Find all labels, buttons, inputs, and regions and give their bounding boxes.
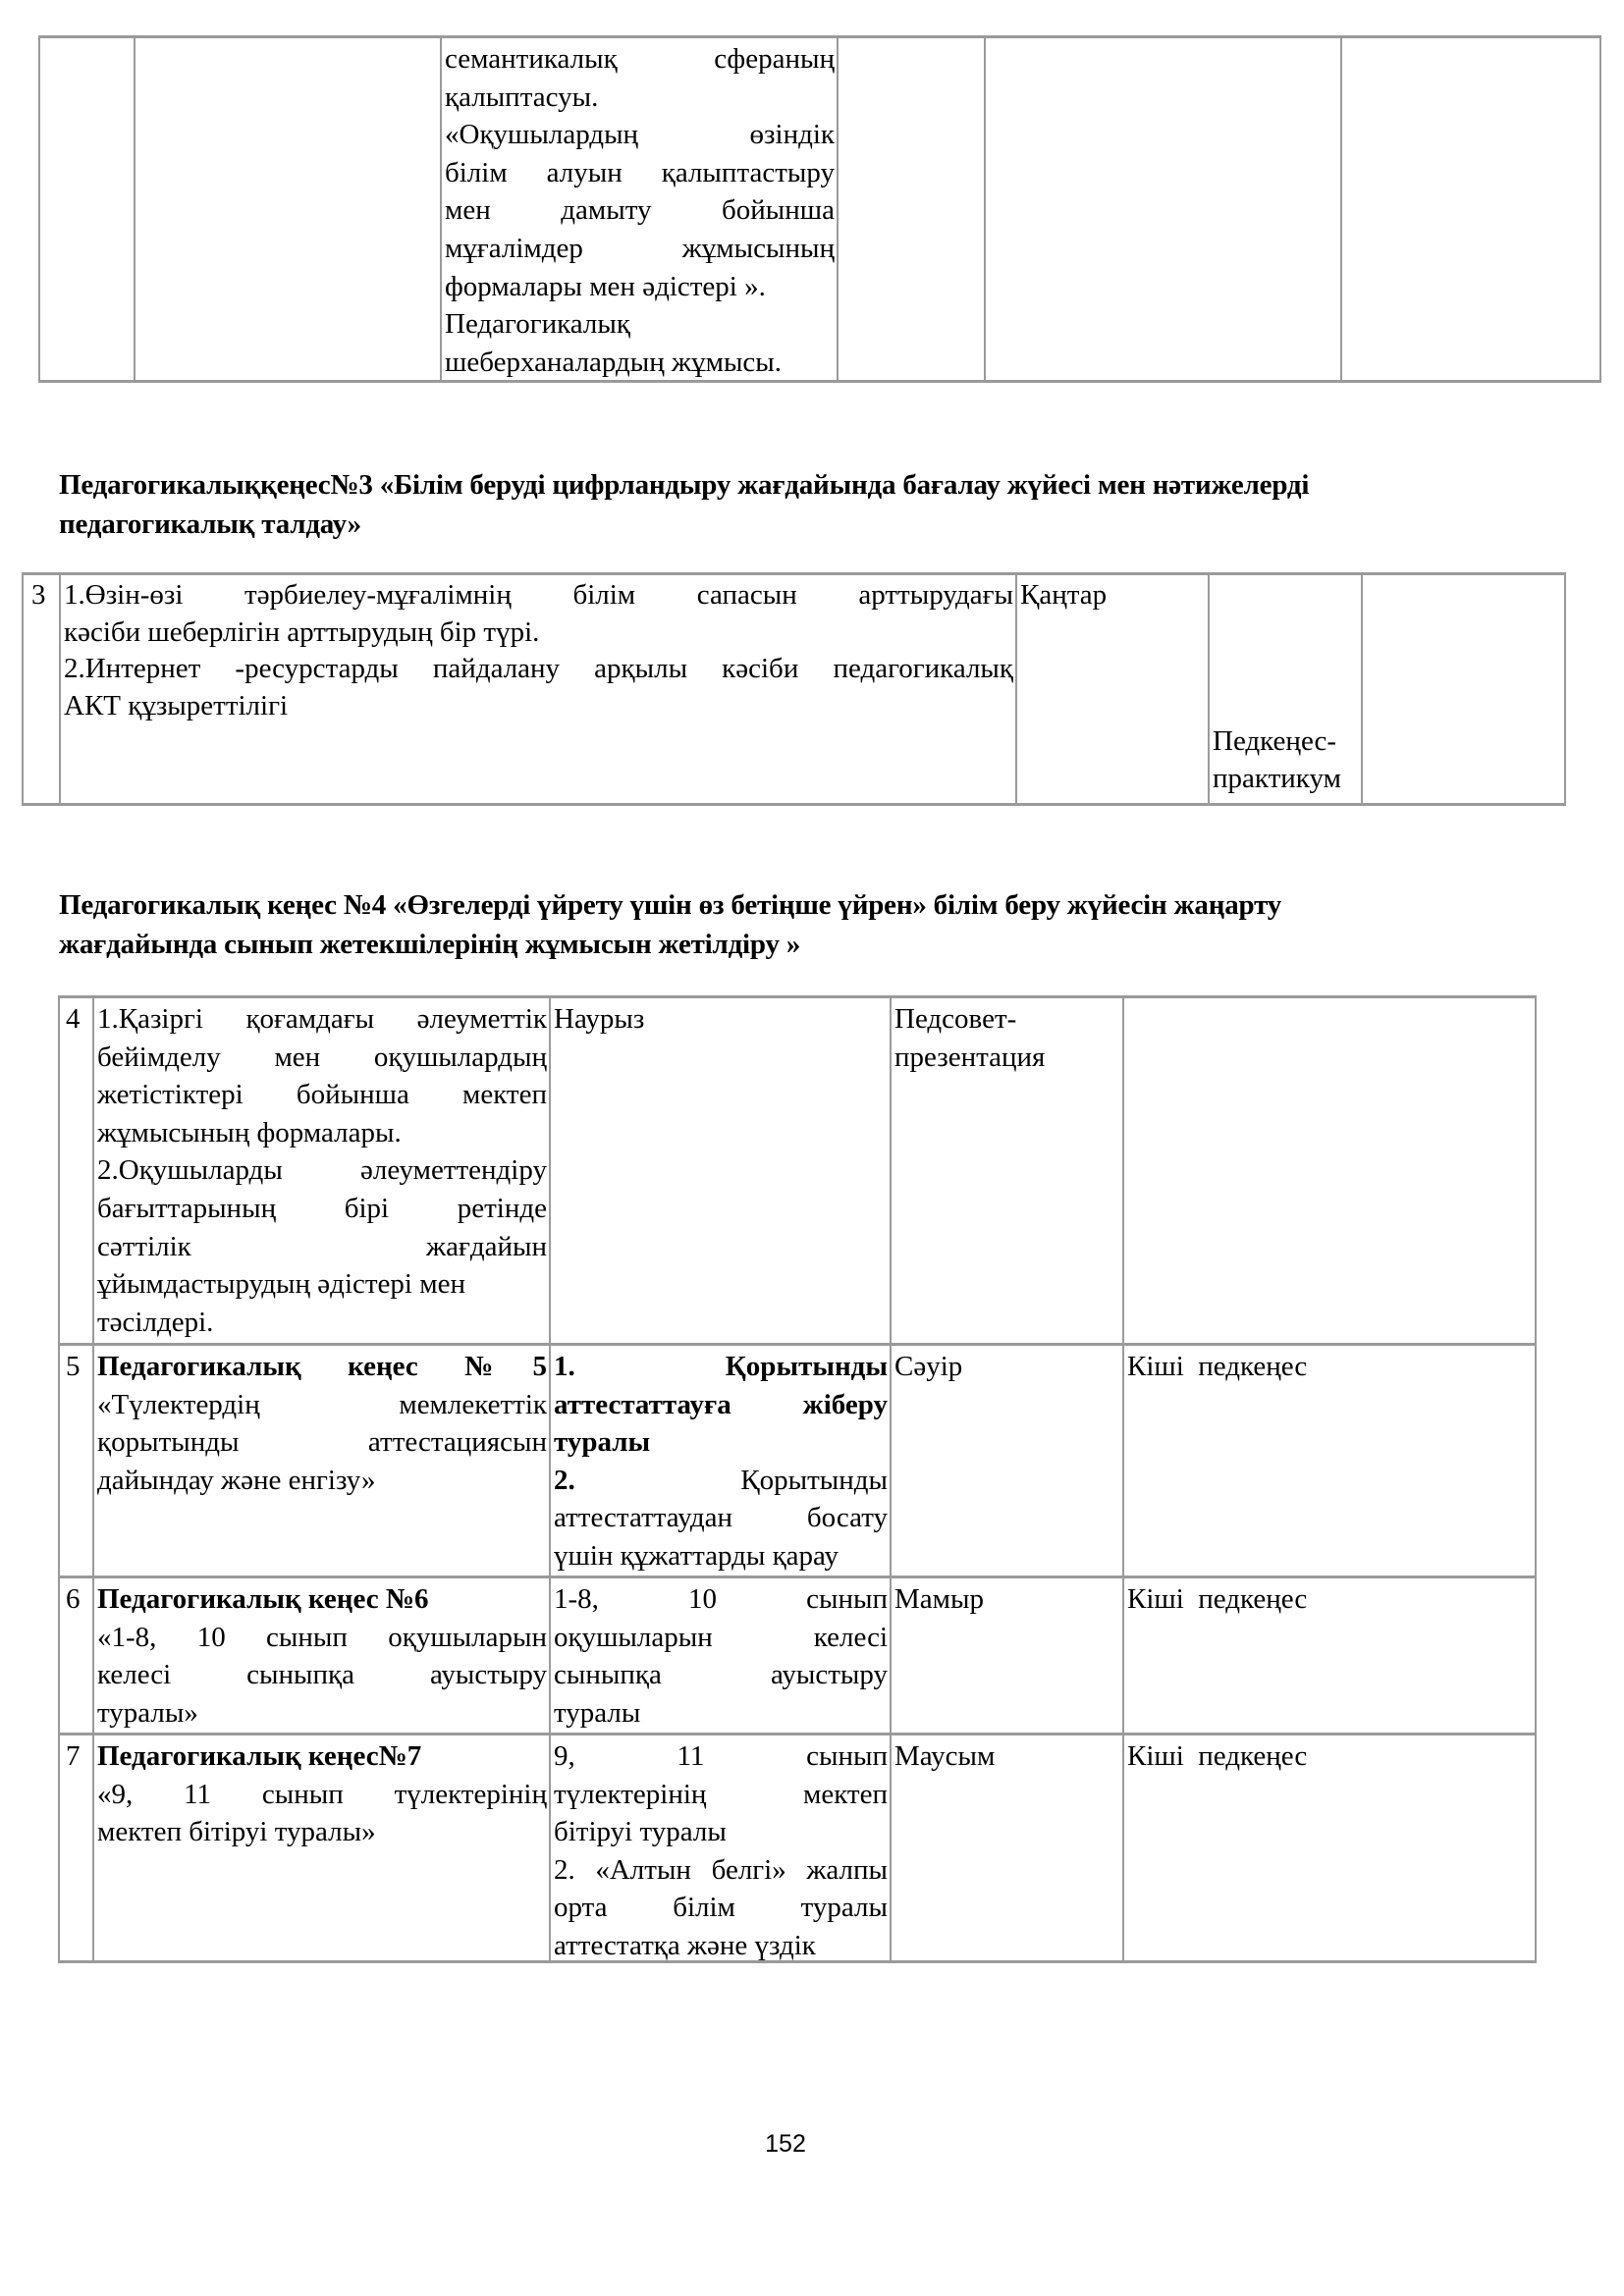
- text-line: сәттілік жағдайын: [97, 1230, 547, 1262]
- cell-form: [1122, 1735, 1537, 1960]
- text-line: үшін құжаттарды қарау: [554, 1539, 839, 1572]
- cell-empty: [134, 38, 440, 380]
- text-line: туралы: [554, 1696, 641, 1729]
- text-line: Педагогикалық кеңес №6: [97, 1583, 429, 1615]
- text-line: бағыттарының бірі ретінде: [97, 1192, 547, 1224]
- heading-line: жағдайында сынып жетекшілерінің жұмысын жетілдіру »: [59, 929, 801, 960]
- text-line: 1. Қорытынды: [554, 1351, 888, 1382]
- text-line: «1-8, 10 сынып оқушыларын: [97, 1621, 547, 1653]
- text-line: 2.Интернет -ресурстарды пайдалану арқылы кәсіби педагогикалық: [64, 653, 1013, 684]
- text-line: 2. Қорытынды: [554, 1464, 888, 1496]
- cell-agenda: [549, 1578, 890, 1733]
- cell-month: [890, 1735, 1122, 1960]
- cell-topic: [92, 1346, 549, 1575]
- text-line: «9, 11 сынып түлектерінің: [97, 1778, 547, 1810]
- text-line: 1.Қазіргі қоғамдағы әлеуметтік: [97, 1003, 547, 1035]
- text-line: АКТ құзыреттілігі: [64, 689, 289, 721]
- text-line: аттестатқа және үздік: [554, 1929, 816, 1960]
- text-line: Маусым: [894, 1740, 996, 1772]
- cell-agenda: [549, 998, 890, 1343]
- cell-empty: [984, 38, 1340, 380]
- page-number: 152: [765, 2130, 806, 2158]
- table-row: [38, 38, 1601, 380]
- text-line: туралы: [554, 1426, 651, 1459]
- section-heading-council-4: [59, 885, 1281, 964]
- text-line: семантикалық сфераның: [445, 43, 835, 75]
- heading-line: Педагогикалық кеңес №4 «Өзгелерді үйрету үшін өз бетіңше үйрен» білім беру жүйесін жаңарту: [59, 889, 1282, 921]
- cell-form: [1208, 575, 1361, 803]
- text-line: қалыптасуы.: [445, 80, 599, 113]
- text-line: Кіші педкеңес: [1127, 1351, 1308, 1382]
- section-heading-council-3: [59, 465, 1309, 544]
- cell-form: [1122, 998, 1537, 1343]
- text-line: Мамыр: [894, 1583, 984, 1615]
- text-line: жетістіктері бойынша мектеп: [97, 1079, 547, 1111]
- table-row: [58, 1575, 1537, 1733]
- table-councils-4-7: [58, 995, 1537, 1963]
- table-continued: [38, 35, 1601, 383]
- table-row: [58, 1733, 1537, 1960]
- text-line: Кіші педкеңес: [1127, 1740, 1308, 1772]
- text-line: оқушыларын келесі: [554, 1621, 888, 1653]
- cell-month: [890, 998, 1122, 1343]
- table-row: [22, 575, 1566, 803]
- cell-topic: [92, 1578, 549, 1733]
- cell-topic: [92, 998, 549, 1343]
- heading-line: Педагогикалыққеңес№3 «Білім беруді цифрландыру жағдайында бағалау жүйесі мен нәтижелерді: [59, 469, 1310, 501]
- text-line: бейімделу мен оқушылардың: [97, 1041, 547, 1073]
- cell-empty: [1361, 575, 1566, 803]
- text-line: аттестаттауға жіберу: [554, 1388, 888, 1420]
- text-line: келесі сыныпқа ауыстыру: [97, 1659, 547, 1691]
- text-line: туралы»: [97, 1696, 198, 1729]
- text-line: сыныпқа ауыстыру: [554, 1659, 888, 1691]
- text-line: Сәуір: [894, 1351, 963, 1382]
- text-line: Наурыз: [554, 1003, 645, 1035]
- text-line: дайындау және енгізу»: [97, 1464, 376, 1496]
- text-line: кәсіби шеберлігін арттырудың бір түрі.: [64, 615, 540, 648]
- text-line: Педагогикалық кеңес№7: [97, 1740, 422, 1772]
- cell-number: 3: [22, 575, 59, 803]
- text-line: 2.Оқушыларды әлеуметтендіру: [97, 1154, 547, 1187]
- text-line: 2. «Алтын белгі» жалпы: [554, 1853, 888, 1886]
- cell-number: 5: [58, 1346, 92, 1575]
- cell-number: 4: [58, 998, 92, 1343]
- cell-topic: [59, 575, 1015, 803]
- text-line: тәсілдері.: [97, 1306, 214, 1338]
- cell-agenda: [549, 1735, 890, 1960]
- text-line: мектеп бітіруі туралы»: [97, 1816, 376, 1848]
- heading-line: педагогикалық талдау»: [59, 508, 361, 540]
- cell-empty: [1340, 38, 1601, 380]
- text-line: ұйымдастырудың әдістері мен: [97, 1268, 465, 1301]
- cell-empty: [837, 38, 984, 380]
- text-line: білім алуын қалыптастыру: [445, 156, 835, 188]
- table-row: [58, 998, 1537, 1343]
- cell-number: [38, 38, 134, 380]
- cell-form: [1122, 1578, 1537, 1733]
- text-line: 1-8, 10 сынып: [554, 1583, 888, 1615]
- cell-month: [890, 1578, 1122, 1733]
- text-line: презентация: [894, 1041, 1046, 1073]
- text-line: мұғалімдер жұмысының: [445, 232, 835, 264]
- cell-form: [1122, 1346, 1537, 1575]
- cell-topic: [440, 38, 837, 380]
- form-line: практикум: [1213, 762, 1341, 794]
- text-line: формалары мен әдістері ».: [445, 270, 766, 302]
- text-line: Кіші педкеңес: [1127, 1583, 1308, 1615]
- text-line: жұмысының формалары.: [97, 1116, 402, 1148]
- table-row: [58, 1343, 1537, 1575]
- text-line: «Түлектердің мемлекеттік: [97, 1388, 547, 1420]
- text-line: «Оқушылардың өзіндік: [445, 119, 835, 151]
- form-line: Педкеңес-: [1213, 725, 1337, 757]
- text-line: аттестаттаудан босату: [554, 1502, 888, 1534]
- cell-agenda: [549, 1346, 890, 1575]
- text-line: 1.Өзін-өзі тәрбиелеу-мұғалімнің білім сапасын арттырудағы: [64, 579, 1013, 611]
- text-line: орта білім туралы: [554, 1892, 888, 1924]
- cell-month: Қаңтар: [1015, 575, 1208, 803]
- text-line: қорытынды аттестациясын: [97, 1426, 547, 1459]
- table-council-3: [22, 572, 1566, 806]
- text-line: мен дамыту бойынша: [445, 194, 835, 227]
- text-line: бітіруі туралы: [554, 1816, 727, 1848]
- text-line: Педсовет-: [894, 1003, 1017, 1035]
- cell-number: 7: [58, 1735, 92, 1960]
- text-line: түлектерінің мектеп: [554, 1778, 888, 1810]
- text-line: Педагогикалық: [445, 308, 630, 341]
- text-line: 9, 11 сынып: [554, 1740, 888, 1772]
- text-line: Педагогикалық кеңес №5: [97, 1351, 547, 1382]
- cell-month: [890, 1346, 1122, 1575]
- cell-topic: [92, 1735, 549, 1960]
- cell-number: 6: [58, 1578, 92, 1733]
- text-line: шеберханалардың жұмысы.: [445, 346, 783, 378]
